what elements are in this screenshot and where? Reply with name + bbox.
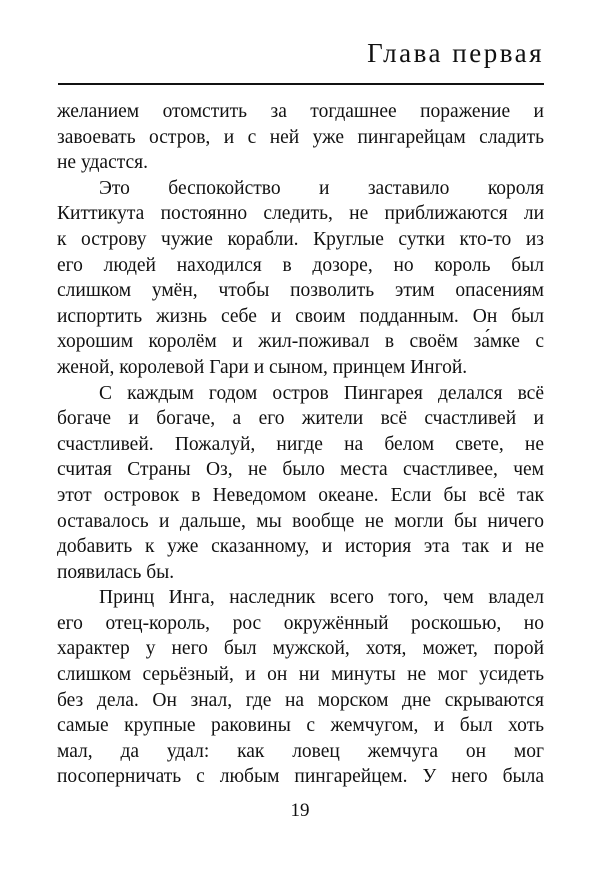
paragraph-start-line: Принц Инга, наследник всего того, чем владел <box>99 587 544 609</box>
text-line: самые крупные раковины с жемчугом, и был хоть <box>57 715 544 737</box>
text-line: хорошим королём и жил-поживал в своём за́мке с <box>57 331 544 353</box>
text-line: богаче и богаче, а его жители всё счастливей и <box>57 408 544 430</box>
text-line: счастливей. Пожалуй, нигде на белом свете, не <box>57 433 544 455</box>
text-line: желанием отомстить за тогдашнее поражение и <box>57 101 544 122</box>
text-line: слишком умён, чтобы позволить этим опасениям <box>57 280 544 302</box>
text-line: женой, королевой Гари и сыном, принцем Ингой. <box>57 356 468 378</box>
text-line: к острову чужие корабли. Круглые сутки кто-то из <box>57 228 544 250</box>
text-line: появилась бы. <box>57 561 175 583</box>
paragraph-start-line: С каждым годом остров Пингарея делался всё <box>99 382 544 404</box>
text-line: завоевать остров, и с ней уже пингарейцам сладить <box>57 126 544 148</box>
text-line: характер у него был мужской, хотя, может, порой <box>57 638 544 660</box>
text-line: мал, да удал: как ловец жемчуга он мог <box>57 740 544 762</box>
chapter-title: Глава первая <box>367 38 544 68</box>
text-line: слишком серьёзный, и он ни минуты не мог усидеть <box>57 664 544 686</box>
text-line: его людей находился в дозоре, но король был <box>57 254 544 276</box>
text-line: без дела. Он знал, где на морском дне скрываются <box>57 689 544 711</box>
text-line: испортить жизнь себе и своим подданным. Он был <box>57 305 544 327</box>
header-rule <box>58 83 544 85</box>
text-line: посоперничать с любым пингарейцем. У него была <box>57 766 544 788</box>
text-line: его отец-король, рос окружённый роскошью, но <box>57 612 544 634</box>
page-body-text <box>57 99 544 790</box>
text-line: добавить к уже сказанному, и история эта так и не <box>57 536 544 558</box>
text-line: этот островок в Неведомом океане. Если бы всё так <box>57 484 544 506</box>
paragraph-start-line: Это беспокойство и заставило короля <box>99 177 544 199</box>
text-line: не удастся. <box>57 152 148 174</box>
text-line: Киттикута постоянно следить, не приближаются ли <box>57 203 544 225</box>
page-number: 19 <box>290 800 310 821</box>
text-line: считая Страны Оз, не было места счастливее, чем <box>57 459 544 481</box>
text-line: оставалось и дальше, мы вообще не могли бы ничего <box>57 510 544 532</box>
